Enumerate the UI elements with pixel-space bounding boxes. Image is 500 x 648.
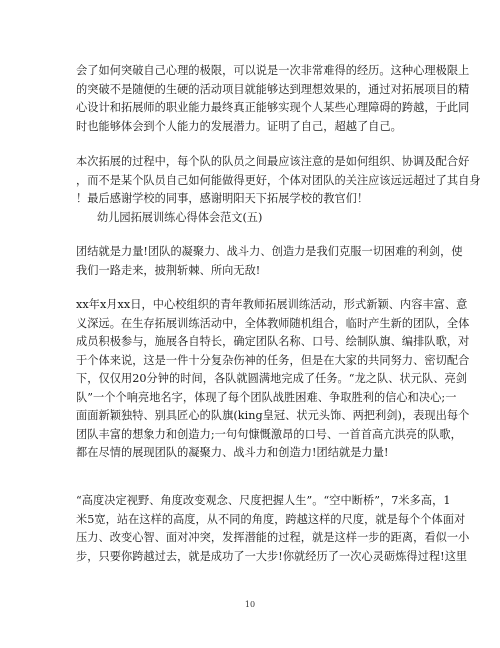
text-line: 义深远。在生存拓展训练活动中，全体教师随机组合，临时产生新的团队，全体 xyxy=(76,316,470,330)
page-number: 10 xyxy=(244,600,256,609)
text-line: 都在尽情的展现团队的凝聚力、战斗力和创造力!团结就是力量! xyxy=(76,446,389,459)
text-line: 米5宽，站在这样的高度，从不同的角度，跨越这样的尺度，就是每个个体面对 xyxy=(76,512,466,526)
text-line: 团结就是力量!团队的凝聚力、战斗力、创造力是我们克服一切困难的利剑，使 xyxy=(76,245,463,258)
paragraph-unity-is-strength xyxy=(76,243,463,280)
text-line: 会了如何突破自己心理的极限，可以说是一次非常难得的经历。这种心理极限上 xyxy=(76,64,470,77)
text-line: ！最后感谢学校的同事，感谢明阳天下拓展学校的教官们！ xyxy=(76,192,369,205)
paragraph-team-coordination xyxy=(76,153,481,209)
text-line: 时也能够体会到个人能力的发展潜力。证明了自己，超越了自己。 xyxy=(76,119,402,133)
text-line: 于个体来说，这是一件十分复杂伤神的任务，但是在大家的共同努力、密切配合 xyxy=(76,353,470,367)
section-heading: 幼儿园拓展训练心得体会范文(五) xyxy=(97,211,263,224)
text-line: 本次拓展的过程中，每个队的队员之间最应该注意的是如何组织、协调及配合好 xyxy=(76,155,470,168)
text-line: ，而不是某个队员自己如何能做得更好，个体对团队的关注应该远远超过了其自身 xyxy=(76,173,481,187)
text-line: “高度决定视野、角度改变观念、尺度把握人生”。“空中断桥”，7米多高，1 xyxy=(76,494,451,507)
text-line: 步，只要你跨越过去，就是成功了一大步!你就经历了一次心灵砺炼得过程!这里 xyxy=(76,549,468,563)
text-line: 的突破不是随便的生硬的活动项目就能够达到理想效果的，通过对拓展项目的精 xyxy=(76,82,470,96)
text-line: 成员积极参与，施展各自特长，确定团队名称、口号、绘制队旗、编排队歌，对 xyxy=(76,335,470,348)
text-line: 心设计和拓展师的职业能力最终真正能够实现个人某些心理障碍的跨越，于此同 xyxy=(76,101,470,114)
text-line: xx年x月xx日，中心校组织的青年教师拓展训练活动，形式新颖、内容丰富、意 xyxy=(76,298,468,311)
paragraph-training-activity xyxy=(76,296,470,463)
text-line: 下，仅仅用20分钟的时间，各队就圆满地完成了任务。“龙之队、状元队、亮剑 xyxy=(76,372,467,385)
paragraph-broken-bridge xyxy=(76,492,470,566)
text-line: 面面新颖独特、别具匠心的队旗(king皇冠、状元头饰、两把利剑)，表现出每个 xyxy=(76,409,470,422)
text-line: 团队丰富的想象力和创造力;一句句慷慨激昂的口号、一首首高亢洪亮的队歌， xyxy=(76,427,462,441)
text-line: 队”一个个响亮地名字，体现了每个团队战胜困难、争取胜利的信心和决心;一 xyxy=(76,390,457,404)
text-line: 我们一路走来，披荆斩棘、所向无敌! xyxy=(76,263,261,277)
paragraph-psychological-limit xyxy=(76,62,470,136)
text-line: 压力、改变心智、面对冲突，发挥潜能的过程，就是这样一步的距离，看似一小 xyxy=(76,531,470,544)
